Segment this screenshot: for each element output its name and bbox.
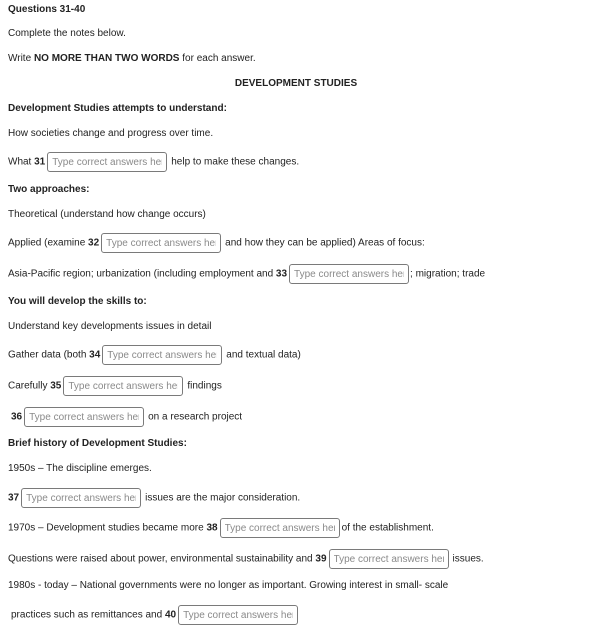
question-35-number: 35 bbox=[50, 380, 62, 392]
question-32-text-pre: Applied (examine bbox=[8, 237, 89, 249]
instruction-word-limit-bold: NO MORE THAN TWO WORDS bbox=[33, 53, 180, 64]
answer-37-input[interactable] bbox=[21, 488, 141, 508]
question-34-text-pre: Gather data (both bbox=[8, 349, 90, 361]
question-37-row bbox=[8, 488, 300, 508]
answer-32-input[interactable] bbox=[101, 233, 221, 253]
question-36-text-post: on a research project bbox=[148, 411, 243, 423]
instruction-word-limit-post: for each answer. bbox=[179, 53, 256, 64]
note-line: 1950s – The discipline emerges. bbox=[8, 463, 152, 474]
question-36-row bbox=[11, 407, 242, 427]
question-36-number: 36 bbox=[11, 411, 23, 423]
question-38-text-post: of the establishment. bbox=[341, 522, 434, 534]
note-line: Theoretical (understand how change occurs) bbox=[8, 209, 206, 220]
question-37-text-post: issues are the major consideration. bbox=[145, 492, 301, 504]
answer-38-input[interactable] bbox=[220, 518, 340, 538]
instruction-word-limit-pre: Write bbox=[8, 53, 34, 64]
question-34-row bbox=[8, 345, 301, 365]
question-35-row bbox=[8, 376, 222, 396]
question-39-text-post: issues. bbox=[452, 553, 484, 565]
answer-34-input[interactable] bbox=[102, 345, 222, 365]
question-39-text-pre: Questions were raised about power, environmental sustainability and bbox=[8, 553, 316, 565]
answer-31-input[interactable] bbox=[47, 152, 167, 172]
question-39-row bbox=[8, 549, 484, 569]
question-33-number: 33 bbox=[275, 268, 288, 280]
question-39-number: 39 bbox=[315, 553, 327, 565]
answer-35-input[interactable] bbox=[63, 376, 183, 396]
question-32-text-post: and how they can be applied) Areas of focus: bbox=[225, 237, 425, 249]
question-33-text-post: ; migration; trade bbox=[410, 268, 486, 280]
question-31-text-pre: What bbox=[8, 156, 35, 168]
note-line: 1980s - today – National governments were no longer as important. Growing interest in small- scale bbox=[8, 580, 449, 591]
section-heading-approaches: Two approaches: bbox=[8, 184, 90, 195]
instruction-complete: Complete the notes below. bbox=[8, 28, 126, 39]
question-38-row bbox=[8, 518, 434, 538]
question-31-row bbox=[8, 152, 299, 172]
question-31-number: 31 bbox=[34, 156, 46, 168]
instruction-word-limit bbox=[8, 52, 256, 66]
question-37-number: 37 bbox=[8, 492, 20, 504]
question-38-number: 38 bbox=[206, 522, 218, 534]
answer-36-input[interactable] bbox=[24, 407, 144, 427]
question-40-row bbox=[11, 605, 302, 625]
note-line: How societies change and progress over time. bbox=[8, 128, 214, 139]
answer-33-input[interactable] bbox=[289, 264, 409, 284]
question-32-number: 32 bbox=[88, 237, 100, 249]
question-40-text-pre: practices such as remittances and bbox=[11, 609, 165, 621]
section-heading-history: Brief history of Development Studies: bbox=[8, 438, 187, 449]
section-heading-skills: You will develop the skills to: bbox=[8, 296, 147, 307]
question-35-text-pre: Carefully bbox=[8, 380, 51, 392]
question-33-text-pre: Asia-Pacific region; urbanization (including employment and bbox=[8, 268, 276, 280]
answer-39-input[interactable] bbox=[329, 549, 449, 569]
questions-heading: Questions 31-40 bbox=[8, 4, 86, 15]
question-38-text-pre: 1970s – Development studies became more bbox=[8, 522, 207, 534]
question-40-number: 40 bbox=[164, 609, 177, 621]
question-32-row bbox=[8, 233, 425, 253]
section-heading-understand: Development Studies attempts to understand: bbox=[8, 103, 227, 114]
answer-40-input[interactable] bbox=[178, 605, 298, 625]
question-34-text-post: and textual data) bbox=[226, 349, 301, 361]
question-31-text-post: help to make these changes. bbox=[171, 156, 300, 168]
question-35-text-post: findings bbox=[187, 380, 222, 392]
question-33-row bbox=[8, 264, 485, 284]
note-line: Understand key developments issues in detail bbox=[8, 321, 212, 332]
question-34-number: 34 bbox=[89, 349, 101, 361]
notes-title: DEVELOPMENT STUDIES bbox=[234, 78, 358, 89]
